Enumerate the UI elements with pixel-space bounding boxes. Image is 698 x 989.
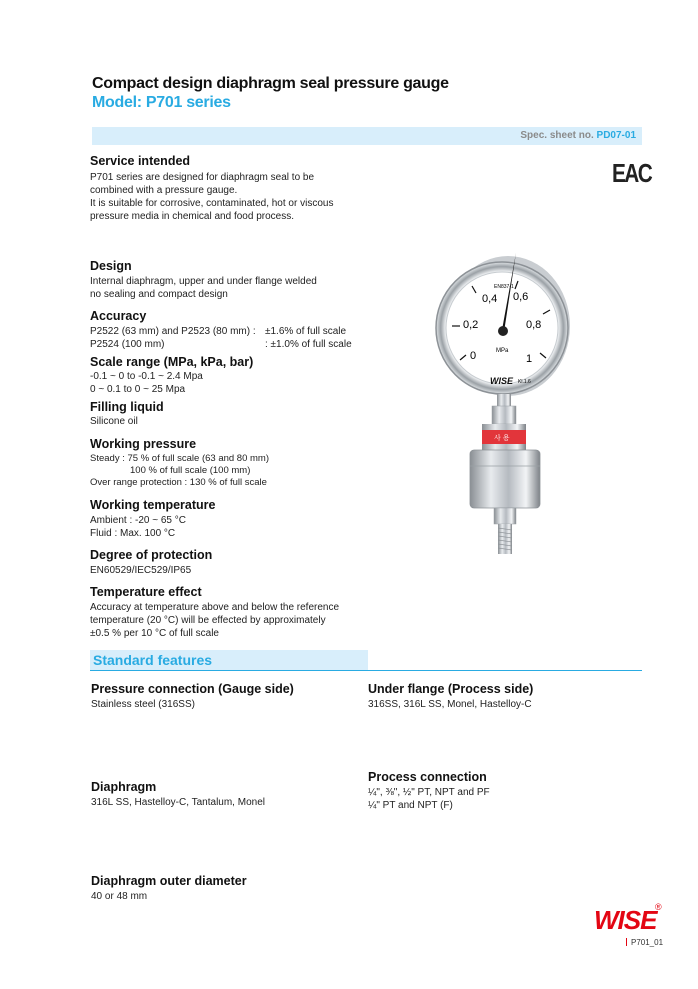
section-heading: Working pressure (90, 437, 197, 451)
gauge-stem (497, 394, 511, 406)
feature-heading: Diaphragm outer diameter (91, 874, 247, 888)
tick-label-0: 0 (470, 350, 477, 362)
text-line: temperature (20 °C) will be effected by approximately (90, 615, 326, 626)
text-line: It is suitable for corrosive, contaminated, hot or viscous (90, 198, 334, 209)
feature-under-flange (368, 682, 638, 711)
text-line: pressure media in chemical and food process. (90, 211, 294, 222)
feature-process-connection (368, 770, 638, 812)
feature-pressure-connection (91, 682, 361, 711)
section-heading: Degree of protection (90, 548, 213, 562)
dial-unit: MPa (496, 348, 509, 354)
text-line: Internal diaphragm, upper and under flange welded (90, 276, 317, 287)
text-line: Fluid : Max. 100 °C (90, 528, 176, 539)
model-subtitle: Model: P701 series (92, 94, 231, 111)
stem-hex (492, 406, 516, 424)
registered-mark: ® (655, 902, 662, 912)
accuracy-value: ±1.6% of full scale (265, 326, 347, 337)
standard-features-label-box (90, 650, 368, 670)
feature-heading: Under flange (Process side) (368, 682, 534, 696)
text-line: 316SS, 316L SS, Monel, Hastelloy-C (368, 699, 532, 710)
pressure-gauge-illustration (430, 248, 570, 563)
tick-label-0-4: 0,4 (482, 293, 498, 305)
section-working-temperature (90, 498, 380, 540)
dial-standard-text: EN837-1 (494, 284, 514, 290)
dial-brand: WISE (490, 376, 514, 386)
spec-no: PD07-01 (596, 130, 636, 141)
section-design (90, 259, 380, 301)
feature-heading: Pressure connection (Gauge side) (91, 682, 294, 696)
band-lower-lip (482, 444, 526, 450)
text-line: 100 % of full scale (100 mm) (130, 465, 251, 476)
text-line: -0.1 ~ 0 to -0.1 ~ 2.4 Mpa (90, 371, 203, 382)
accuracy-row (90, 338, 380, 351)
text-line: 0 ~ 0.1 to 0 ~ 25 Mpa (90, 384, 186, 395)
section-service-intended (90, 154, 380, 223)
section-heading: Accuracy (90, 309, 147, 323)
spec-sheet-number (520, 130, 636, 141)
text-line: Accuracy at temperature above and below the reference (90, 602, 340, 613)
diaphragm-housing (470, 450, 540, 508)
dial-class-text: Kl.1.6 (518, 379, 531, 385)
accuracy-value: : ±1.0% of full scale (265, 339, 352, 350)
section-heading: Working temperature (90, 498, 216, 512)
text-line: combined with a pressure gauge. (90, 185, 238, 196)
text-line: Silicone oil (90, 416, 138, 427)
text-line: Over range protection : 130 % of full scale (90, 477, 267, 488)
text-line: ¼" PT and NPT (F) (368, 800, 453, 811)
feature-heading: Process connection (368, 770, 487, 784)
feature-diaphragm (91, 780, 361, 809)
upper-flange-lip (482, 424, 526, 430)
section-working-pressure (90, 437, 380, 489)
spec-label: Spec. sheet no. (520, 130, 597, 141)
accuracy-label: P2524 (100 mm) (90, 339, 165, 350)
section-temperature-effect (90, 585, 380, 640)
text-line: 316L SS, Hastelloy-C, Tantalum, Monel (91, 797, 265, 808)
text-line: Steady : 75 % of full scale (63 and 80 mm) (90, 453, 270, 464)
accuracy-label: P2522 (63 mm) and P2523 (80 mm) : (90, 326, 256, 337)
tick-label-0-2: 0,2 (463, 319, 479, 331)
wise-logo: WISE (594, 905, 657, 935)
tick-label-0-6: 0,6 (513, 291, 529, 303)
section-heading: Temperature effect (90, 585, 202, 599)
text-line: no sealing and compact design (90, 289, 228, 300)
section-heading: Design (90, 259, 132, 273)
section-heading: Service intended (90, 154, 191, 168)
section-heading: Scale range (MPa, kPa, bar) (90, 355, 254, 369)
tick-label-1: 1 (526, 353, 533, 365)
spec-sheet-bar (92, 127, 642, 145)
text-line: ±0.5 % per 10 °C of full scale (90, 628, 219, 639)
section-heading: Filling liquid (90, 400, 164, 414)
section-accuracy (90, 309, 380, 351)
section-scale-range (90, 355, 380, 396)
page-footer (626, 938, 663, 947)
text-line: P701 series are designed for diaphragm seal to be (90, 172, 315, 183)
text-line: ¼", ⅜", ½" PT, NPT and PF (368, 787, 490, 798)
footer-divider (626, 938, 627, 946)
text-line: EN60529/IEC529/IP65 (90, 565, 192, 576)
section-heading: Standard features (93, 652, 213, 668)
process-hex (494, 508, 516, 524)
accuracy-row (90, 325, 380, 338)
eac-certification-mark: EAC (612, 158, 652, 188)
section-degree-of-protection (90, 548, 380, 577)
page-code: P701_01 (631, 938, 664, 947)
needle-hub (498, 326, 508, 336)
tick-label-0-8: 0,8 (526, 319, 542, 331)
text-line: Stainless steel (316SS) (91, 699, 195, 710)
feature-diaphragm-outer-diameter (91, 874, 361, 903)
text-line: Ambient : -20 ~ 65 °C (90, 515, 186, 526)
band-text: 사 용 (494, 435, 510, 442)
section-filling-liquid (90, 400, 380, 428)
page-title: Compact design diaphragm seal pressure gauge (92, 75, 449, 92)
standard-features-bar (90, 650, 642, 671)
text-line: 40 or 48 mm (91, 891, 148, 902)
feature-heading: Diaphragm (91, 780, 157, 794)
